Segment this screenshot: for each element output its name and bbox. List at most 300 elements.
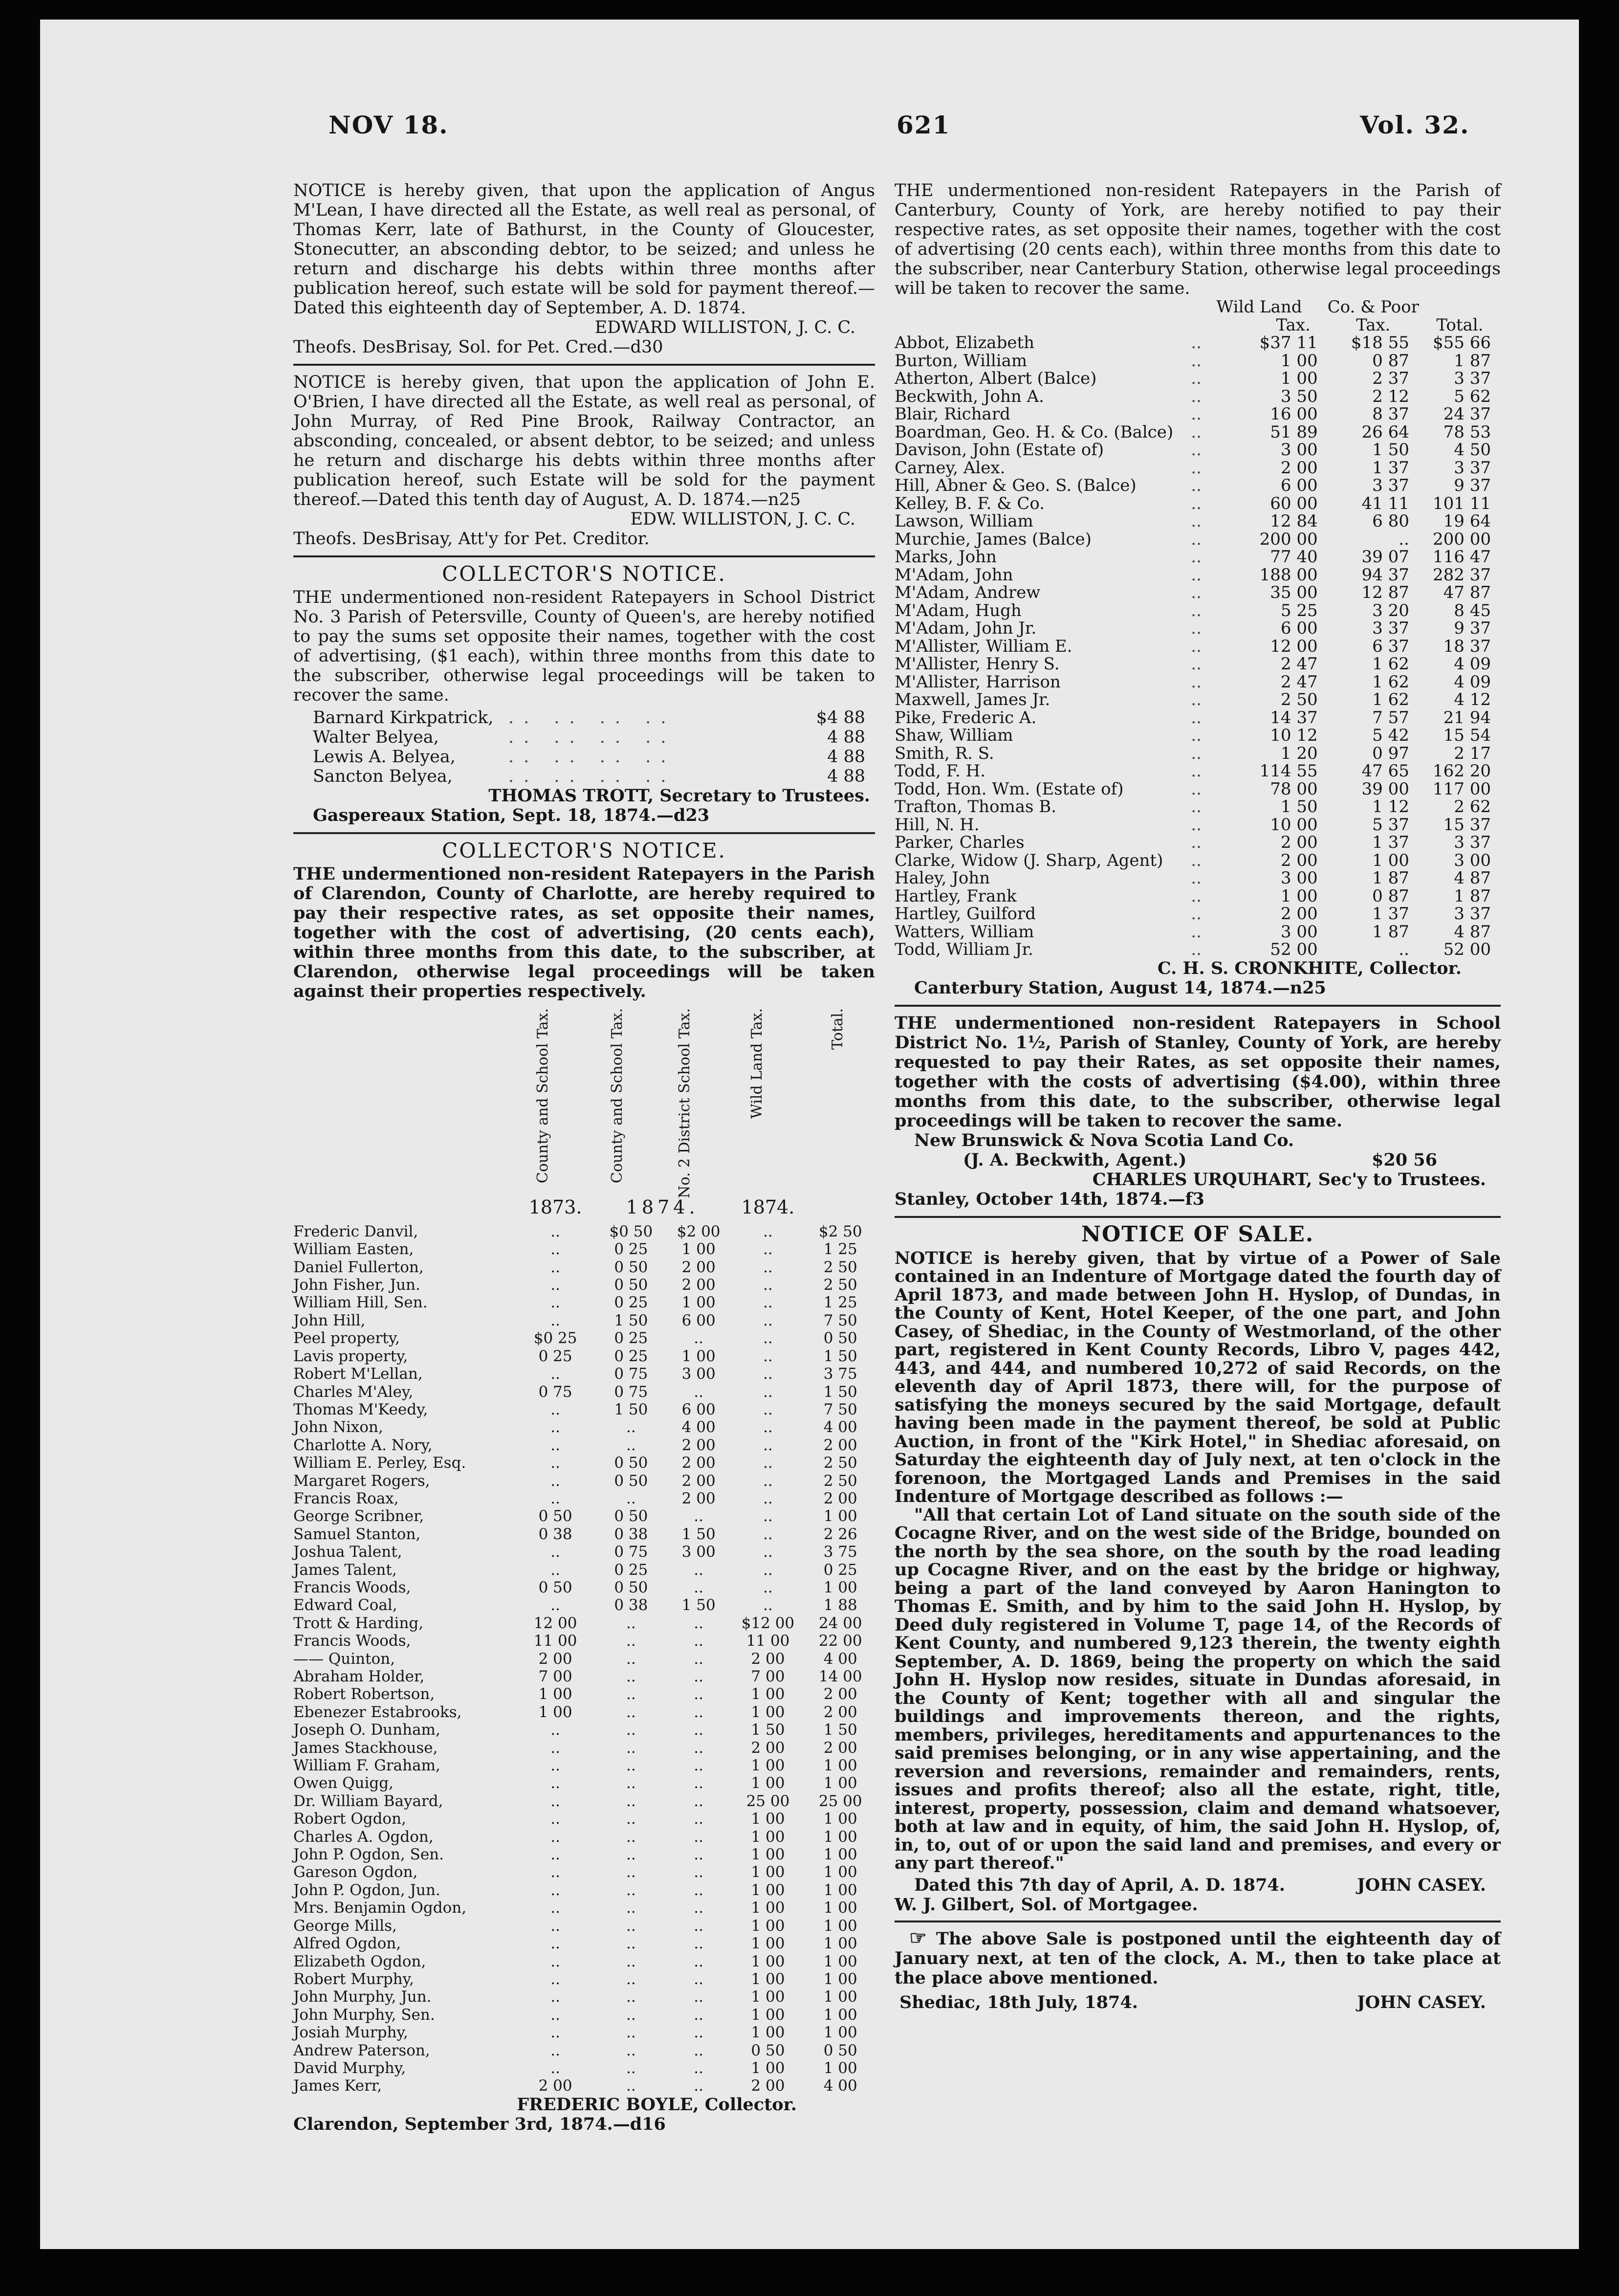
ratepayer-name: Joshua Talent, xyxy=(293,1543,402,1561)
column-header: No. 2 District School Tax. xyxy=(676,1008,693,1198)
leader-dots: .. xyxy=(1191,529,1202,549)
tax-cell: 4 12 xyxy=(1454,690,1491,709)
page-number: 621 xyxy=(897,110,951,139)
ratepayer-name: Samuel Stanton, xyxy=(293,1525,421,1543)
tax-cell: 1 00 xyxy=(1372,850,1409,870)
volume-number: Vol. 32. xyxy=(1360,110,1470,139)
tax-cell: 15 37 xyxy=(1443,815,1491,835)
notice-murray-body: NOTICE is hereby given, that upon the application of John E. O'Brien, I have directed all the Estate, as well real as personal, of John Murray, of Red Pine Brook, Railway Contractor, an absconding, concealed, or absent debtor, to be seized; and unless he return and discharge his debts within three months after publication hereof, such Estate will be sold for the payment thereof.—Dated this tenth day of August, A. D. 1874.—n25 xyxy=(293,373,875,509)
tax-cell: .. xyxy=(763,1222,773,1240)
tax-cell: .. xyxy=(694,1970,704,1988)
tax-cell: 39 07 xyxy=(1361,547,1409,567)
ratepayer-row xyxy=(313,728,875,747)
tax-cell: .. xyxy=(626,1774,636,1792)
ratepayer-name: Peel property, xyxy=(293,1329,400,1347)
tax-cell: 1 00 xyxy=(823,2024,857,2042)
tax-cell: 1 50 xyxy=(614,1311,648,1329)
tax-cell: .. xyxy=(694,1578,704,1596)
ratepayer-row xyxy=(313,747,875,767)
tax-cell: 3 20 xyxy=(1372,600,1409,620)
tax-cell: $0 50 xyxy=(609,1222,653,1240)
ratepayer-name: Davison, John (Estate of) xyxy=(895,440,1104,460)
table-row xyxy=(895,388,1501,406)
column-header: Total. xyxy=(829,1008,847,1050)
table-row xyxy=(895,762,1501,780)
ratepayer-name: M'Allister, Harrison xyxy=(895,672,1061,692)
tax-cell: .. xyxy=(550,2024,560,2042)
tax-cell: 1 12 xyxy=(1372,797,1409,817)
tax-cell: .. xyxy=(763,1489,773,1507)
tax-cell: 2 00 xyxy=(823,1739,857,1757)
table-row xyxy=(293,1507,875,1525)
notice-kerr-signature: EDWARD WILLISTON, J. C. C. xyxy=(594,318,855,337)
leader-dots: .. xyxy=(1191,636,1202,656)
tax-cell: 12 00 xyxy=(1270,636,1318,656)
tax-cell: 3 00 xyxy=(1454,850,1491,870)
tax-cell: .. xyxy=(694,1988,704,2006)
tax-cell: 1 00 xyxy=(823,1774,857,1792)
petersville-list xyxy=(293,708,875,786)
tax-cell: 4 09 xyxy=(1454,654,1491,674)
table-row xyxy=(293,1721,875,1739)
tax-cell: .. xyxy=(763,1347,773,1365)
ratepayer-name: Todd, William Jr. xyxy=(895,940,1033,959)
sale-dated: Dated this 7th day of April, A. D. 1874. xyxy=(914,1875,1285,1895)
tax-cell: .. xyxy=(550,1276,560,1294)
leader-dots: .. xyxy=(1191,672,1202,692)
tax-cell: .. xyxy=(763,1578,773,1596)
tax-cell: 2 00 xyxy=(538,1650,572,1668)
tax-cell: 4 09 xyxy=(1454,672,1491,692)
tax-cell: 60 00 xyxy=(1270,493,1318,513)
tax-cell: .. xyxy=(550,1970,560,1988)
tax-cell: 1 00 xyxy=(751,1828,785,1846)
tax-cell: .. xyxy=(626,2024,636,2042)
tax-cell: 3 37 xyxy=(1454,369,1491,388)
tax-cell: 3 75 xyxy=(823,1365,857,1383)
tax-cell: 35 00 xyxy=(1270,583,1318,602)
tax-cell: .. xyxy=(550,1240,560,1258)
table-row xyxy=(293,1953,875,1970)
tax-cell: 0 50 xyxy=(538,1507,572,1525)
ratepayer-name: James Kerr, xyxy=(293,2077,382,2095)
clarendon-intro: THE undermentioned non-resident Ratepayers in the Parish of Clarendon, County of Charlotte, are hereby required to pay their respective rates, as set opposite their names, together with the cost of advertising, (20 cents each), within three months from this date, to the subscriber, at Clarendon, otherwise legal proceedings will be taken against their properties respectively. xyxy=(293,864,875,1001)
tax-cell: 1 00 xyxy=(751,1952,785,1970)
sale-date-row xyxy=(895,1876,1501,1895)
tax-cell: $55 66 xyxy=(1433,333,1491,353)
table-row xyxy=(895,798,1501,816)
leader-dots: .. xyxy=(1191,940,1202,959)
tax-cell: .. xyxy=(694,1507,704,1525)
leader-dots: .. xyxy=(1191,440,1202,460)
tax-cell: 1 62 xyxy=(1372,690,1409,709)
tax-cell: 10 00 xyxy=(1270,815,1318,835)
table-row xyxy=(293,1294,875,1311)
tax-cell: 11 00 xyxy=(533,1632,577,1650)
tax-cell: 0 25 xyxy=(614,1561,648,1579)
ratepayer-name: John Hill, xyxy=(293,1311,366,1329)
tax-cell: .. xyxy=(550,1810,560,1828)
tax-cell: 1 00 xyxy=(751,1881,785,1899)
tax-cell: .. xyxy=(763,1400,773,1418)
ratepayer-name: Andrew Paterson, xyxy=(293,2041,430,2059)
tax-cell: .. xyxy=(1399,940,1409,959)
ratepayer-name: Hartley, Guilford xyxy=(895,904,1036,924)
tax-cell: 1 37 xyxy=(1372,904,1409,924)
tax-cell: $2 00 xyxy=(677,1222,721,1240)
tax-cell: 1 00 xyxy=(823,1970,857,1988)
divider xyxy=(895,1216,1501,1218)
tax-cell: .. xyxy=(626,1810,636,1828)
leader-dots: .. xyxy=(1191,565,1202,585)
leader-dots: .. xyxy=(1191,886,1202,906)
ratepayer-name: James Stackhouse, xyxy=(293,1739,438,1757)
tax-cell: 78 53 xyxy=(1443,422,1491,442)
ratepayer-name: Francis Roax, xyxy=(293,1489,399,1507)
tax-cell: 1 87 xyxy=(1372,922,1409,942)
table-row xyxy=(293,2024,875,2041)
tax-cell: 2 00 xyxy=(751,2077,785,2095)
table-row xyxy=(293,1917,875,1935)
tax-cell: .. xyxy=(626,1685,636,1703)
table-row xyxy=(293,1668,875,1685)
tax-cell: 2 37 xyxy=(1372,369,1409,388)
tax-cell: .. xyxy=(626,1863,636,1881)
tax-cell: 0 50 xyxy=(614,1276,648,1294)
tax-cell: 1 00 xyxy=(538,1685,572,1703)
ratepayer-name: Watters, William xyxy=(895,922,1034,942)
table-row xyxy=(293,1312,875,1329)
leader-dots: .. xyxy=(1191,815,1202,835)
tax-cell: 5 37 xyxy=(1372,815,1409,835)
tax-cell: 1 00 xyxy=(681,1240,716,1258)
ratepayer-name: Atherton, Albert (Balce) xyxy=(895,369,1097,388)
tax-cell: 1 00 xyxy=(751,1757,785,1775)
table-row xyxy=(293,1383,875,1401)
tax-cell: .. xyxy=(763,1436,773,1454)
ratepayer-name: M'Allister, William E. xyxy=(895,636,1072,656)
tax-cell: 14 00 xyxy=(818,1668,862,1686)
table-row xyxy=(293,1579,875,1596)
sale-final-row xyxy=(895,1993,1501,2012)
tax-cell: 6 00 xyxy=(1280,476,1318,495)
tax-cell: .. xyxy=(694,1792,704,1810)
tax-cell: .. xyxy=(694,2024,704,2042)
ratepayer-name: Alfred Ogdon, xyxy=(293,1935,401,1953)
tax-cell: 0 50 xyxy=(751,2041,785,2059)
tax-cell: 25 00 xyxy=(746,1792,790,1810)
ratepayer-name: Smith, R. S. xyxy=(895,743,994,763)
leader-dots: .. xyxy=(1191,726,1202,745)
tax-cell: .. xyxy=(550,1917,560,1935)
table-row xyxy=(293,1792,875,1810)
tax-cell: 22 00 xyxy=(818,1632,862,1650)
tax-cell: .. xyxy=(626,2077,636,2095)
ratepayer-name: Carney, Alex. xyxy=(895,458,1006,478)
tax-cell: 1 00 xyxy=(823,1507,857,1525)
table-row xyxy=(293,1881,875,1899)
tax-cell: 26 64 xyxy=(1361,422,1409,442)
ratepayer-name: William Easten, xyxy=(293,1240,414,1258)
tax-cell: $12 00 xyxy=(741,1614,795,1632)
tax-cell: 1 00 xyxy=(823,1899,857,1917)
tax-cell: .. xyxy=(550,1935,560,1953)
tax-cell: .. xyxy=(694,1828,704,1846)
tax-cell: 1 00 xyxy=(823,2006,857,2024)
tax-cell: 0 25 xyxy=(823,1561,857,1579)
leader-dots: .. xyxy=(1191,458,1202,478)
ratepayer-name: Boardman, Geo. H. & Co. (Balce) xyxy=(895,422,1174,442)
tax-cell: .. xyxy=(763,1329,773,1347)
leader-dots: .. .. .. .. xyxy=(508,747,676,767)
tax-cell: 11 00 xyxy=(746,1632,790,1650)
ratepayer-name: Beckwith, John A. xyxy=(895,386,1044,406)
leader-dots: .. xyxy=(1191,743,1202,763)
tax-cell: .. xyxy=(550,2059,560,2077)
ratepayer-name: Frederic Danvil, xyxy=(293,1222,418,1240)
tax-cell: 1 00 xyxy=(681,1347,716,1365)
tax-cell: .. xyxy=(694,1614,704,1632)
tax-cell: 2 00 xyxy=(1280,904,1318,924)
tax-cell: .. xyxy=(763,1507,773,1525)
tax-cell: 2 50 xyxy=(823,1472,857,1490)
tax-cell: 200 00 xyxy=(1259,529,1318,549)
sale-final-signature: JOHN CASEY. xyxy=(1357,1992,1486,2012)
tax-cell: 1 50 xyxy=(823,1347,857,1365)
tax-cell: 2 47 xyxy=(1280,654,1318,674)
table-row xyxy=(895,602,1501,620)
sale-solicitor: W. J. Gilbert, Sol. of Mortgagee. xyxy=(895,1894,1198,1915)
table-row xyxy=(293,1276,875,1294)
tax-cell: .. xyxy=(694,1952,704,1970)
tax-cell: 4 87 xyxy=(1454,868,1491,888)
table-row xyxy=(895,619,1501,638)
tax-cell: 1 00 xyxy=(681,1294,716,1312)
ratepayer-row xyxy=(313,708,875,728)
tax-cell: 1 00 xyxy=(823,1988,857,2006)
tax-cell: .. xyxy=(626,1792,636,1810)
tax-cell: .. xyxy=(550,1454,560,1472)
tax-cell: 1 50 xyxy=(681,1596,716,1614)
tax-cell: .. xyxy=(550,1899,560,1917)
table-row xyxy=(895,566,1501,584)
tax-cell: .. xyxy=(626,1436,636,1454)
tax-cell: 0 75 xyxy=(614,1365,648,1383)
ratepayer-name: Mrs. Benjamin Ogdon, xyxy=(293,1899,467,1917)
stanley-amount: $20 56 xyxy=(1372,1149,1437,1170)
tax-cell: 1 00 xyxy=(751,1970,785,1988)
tax-cell: 4 00 xyxy=(681,1418,716,1436)
tax-cell: 2 50 xyxy=(823,1276,857,1294)
canterbury-signature: C. H. S. CRONKHITE, Collector. xyxy=(1157,958,1462,978)
tax-cell: .. xyxy=(694,1917,704,1935)
ratepayer-name: Dr. William Bayard, xyxy=(293,1792,443,1810)
tax-cell: 1 87 xyxy=(1454,886,1491,906)
collector-notice-title: COLLECTOR'S NOTICE. xyxy=(442,562,726,586)
leader-dots: .. xyxy=(1191,707,1202,728)
column-header: Wild Land xyxy=(1216,297,1302,317)
tax-cell: 39 00 xyxy=(1361,779,1409,799)
tax-cell: 3 50 xyxy=(1280,386,1318,406)
tax-cell: 1 00 xyxy=(823,1881,857,1899)
tax-cell: .. xyxy=(550,1988,560,2006)
notice-kerr-solicitor: Theofs. DesBrisay, Sol. for Pet. Cred.—d30 xyxy=(293,337,663,357)
tax-cell: 1 00 xyxy=(1280,369,1318,388)
tax-cell: 6 80 xyxy=(1372,511,1409,531)
tax-cell: 3 37 xyxy=(1454,833,1491,852)
tax-cell: .. xyxy=(694,1935,704,1953)
notice-kerr-body: NOTICE is hereby given, that upon the application of Angus M'Lean, I have directed all the Estate, as well real as personal, of Thomas Kerr, late of Bathurst, in the County of Gloucester, Stonecutter, an absconding debtor, to be seized; and unless he return and discharge his debts within three months after publication hereof, such estate will be sold for payment thereof.—Dated this eighteenth day of September, A. D. 1874. xyxy=(293,181,875,318)
table-row xyxy=(895,923,1501,941)
ratepayer-name: Hartley, Frank xyxy=(895,886,1017,906)
table-row xyxy=(293,1650,875,1668)
ratepayer-name: M'Adam, John xyxy=(895,565,1013,585)
ratepayer-name: Trott & Harding, xyxy=(293,1614,424,1632)
ratepayer-name: Murchie, James (Balce) xyxy=(895,529,1092,549)
tax-cell: 78 00 xyxy=(1270,779,1318,799)
divider xyxy=(895,1921,1501,1922)
ratepayer-name: Josiah Murphy, xyxy=(293,2024,408,2042)
notice-murray-solicitor: Theofs. DesBrisay, Att'y for Pet. Creditor. xyxy=(293,529,650,549)
tax-cell: 1 25 xyxy=(823,1240,857,1258)
tax-cell: 0 50 xyxy=(823,2041,857,2059)
ratepayer-name: John Murphy, Sen. xyxy=(293,2006,435,2024)
table-row xyxy=(895,941,1501,959)
ratepayer-name: Charlotte A. Nory, xyxy=(293,1436,433,1454)
tax-cell: .. xyxy=(550,1739,560,1757)
tax-cell: 2 50 xyxy=(823,1258,857,1276)
tax-cell: 94 37 xyxy=(1361,565,1409,585)
tax-cell: 4 00 xyxy=(823,1650,857,1668)
tax-cell: .. xyxy=(694,1899,704,1917)
tax-cell: 2 50 xyxy=(823,1454,857,1472)
tax-cell: 0 50 xyxy=(614,1472,648,1490)
tax-cell: 2 00 xyxy=(1280,850,1318,870)
tax-cell: 1 50 xyxy=(751,1721,785,1739)
leader-dots: .. .. .. .. xyxy=(508,767,676,786)
leader-dots: .. xyxy=(1191,904,1202,924)
tax-cell: 8 45 xyxy=(1454,600,1491,620)
leader-dots: .. xyxy=(1191,833,1202,852)
table-row xyxy=(895,887,1501,905)
tax-cell: 18 37 xyxy=(1443,636,1491,656)
table-row xyxy=(895,495,1501,513)
tax-cell: 1 00 xyxy=(751,1863,785,1881)
leader-dots: .. xyxy=(1191,422,1202,442)
clarendon-dateline: Clarendon, September 3rd, 1874.—d16 xyxy=(293,2114,666,2134)
ratepayer-name: Barnard Kirkpatrick, xyxy=(313,708,494,728)
leader-dots: .. .. .. .. xyxy=(508,708,676,728)
tax-cell: $18 55 xyxy=(1351,333,1409,353)
tax-cell: 7 50 xyxy=(823,1311,857,1329)
newspaper-page xyxy=(40,20,1579,2249)
tax-cell: 3 37 xyxy=(1454,904,1491,924)
tax-cell: 1 00 xyxy=(751,1703,785,1721)
table-row xyxy=(293,1703,875,1721)
column-header: County and School Tax. xyxy=(608,1008,626,1184)
tax-cell: 1 00 xyxy=(538,1703,572,1721)
tax-cell: 1 00 xyxy=(751,1774,785,1792)
ratepayer-name: Burton, William xyxy=(895,351,1028,371)
tax-cell: 200 00 xyxy=(1433,529,1491,549)
tax-cell: 1 50 xyxy=(823,1383,857,1401)
tax-cell: .. xyxy=(626,1899,636,1917)
tax-cell: 188 00 xyxy=(1259,565,1318,585)
table-row xyxy=(293,1454,875,1472)
tax-cell: .. xyxy=(626,1988,636,2006)
stanley-intro: THE undermentioned non-resident Ratepayers in School District No. 1½, Parish of Stanley, County of York, are hereby requested to pay their Rates, as set opposite their names, together with the costs of advertising ($4.00), within three months from this date, to the subscriber, otherwise legal proceedings will be taken to recover the same. xyxy=(895,1013,1501,1131)
tax-cell: $0 25 xyxy=(533,1329,577,1347)
leader-dots: .. xyxy=(1191,547,1202,567)
table-row xyxy=(293,1810,875,1828)
ratepayer-name: Charles M'Aley, xyxy=(293,1383,414,1401)
table-row xyxy=(293,1739,875,1757)
tax-cell: 1 37 xyxy=(1372,833,1409,852)
table-row xyxy=(895,441,1501,459)
tax-cell: 0 75 xyxy=(538,1383,572,1401)
table-row xyxy=(895,352,1501,370)
ratepayer-name: Haley, John xyxy=(895,868,990,888)
sale-postponed-text: The above Sale is postponed until the eighteenth day of January next, at ten of the clock, A. M., then to take place at the place above mentioned. xyxy=(895,1928,1501,1988)
tax-cell: 0 25 xyxy=(614,1329,648,1347)
column-header: Tax. xyxy=(1356,315,1391,335)
tax-cell: 3 37 xyxy=(1372,618,1409,638)
notice-of-sale-body: NOTICE is hereby given, that by virtue of a Power of Sale contained in an Indenture of Mortgage dated the fourth day of April 1873, and made between John H. Hyslop, of Dundas, in the County of Kent, Hotel Keeper, of the one part, and John Casey, of Shediac, in the County of Westmorland, of the other part, registered in Kent County Records, Libro V, pages 442, 443, and 444, and numbered 10,272 of said Records, on the eleventh day of April 1873, there will, for the purpose of satisfying the moneys secured by the said Mortgage, default having been made in the payment thereof, be sold at Public Auction, in front of the "Kirk Hotel," in Shediac aforesaid, on Saturday the eighteenth day of July next, at ten o'clock in the forenoon, the Mortgaged Lands and Premises in the said Indenture of Mortgage described as follows :— xyxy=(895,1248,1501,1506)
table-row xyxy=(895,709,1501,727)
tax-cell: .. xyxy=(550,1863,560,1881)
tax-cell: 6 37 xyxy=(1372,636,1409,656)
tax-cell: 7 50 xyxy=(823,1400,857,1418)
tax-cell: 12 87 xyxy=(1361,583,1409,602)
tax-cell: 2 50 xyxy=(1280,690,1318,709)
table-row xyxy=(895,530,1501,549)
tax-cell: 6 00 xyxy=(681,1311,716,1329)
tax-cell: 0 38 xyxy=(614,1525,648,1543)
table-row xyxy=(895,852,1501,870)
tax-cell: .. xyxy=(626,1703,636,1721)
leader-dots: .. xyxy=(1191,779,1202,799)
tax-cell: 1 00 xyxy=(823,1757,857,1775)
tax-cell: 1 00 xyxy=(823,1952,857,1970)
left-column xyxy=(293,181,875,2134)
leader-dots: .. xyxy=(1191,404,1202,424)
tax-cell: 14 37 xyxy=(1270,707,1318,728)
tax-cell: 1 00 xyxy=(751,1810,785,1828)
tax-cell: 3 00 xyxy=(1280,440,1318,460)
ratepayer-name: Francis Woods, xyxy=(293,1632,411,1650)
ratepayer-name: Clarke, Widow (J. Sharp, Agent) xyxy=(895,850,1163,870)
table-row xyxy=(293,2059,875,2077)
petersville-intro: THE undermentioned non-resident Ratepayers in School District No. 3 Parish of Petersville, County of Queen's, are hereby notified to pay the sums set opposite their names, together with the cost of advertising, ($1 each), within three months from this date to the subscriber, otherwise legal proceedings will be taken to recover the same. xyxy=(293,588,875,705)
leader-dots: .. xyxy=(1191,511,1202,531)
table-row xyxy=(895,655,1501,673)
ratepayer-name: Sancton Belyea, xyxy=(313,767,453,786)
tax-cell: 1 00 xyxy=(751,1899,785,1917)
stanley-agent: (J. A. Beckwith, Agent.) xyxy=(963,1149,1187,1170)
ratepayer-name: Ebenezer Estabrooks, xyxy=(293,1703,462,1721)
tax-cell: 52 00 xyxy=(1270,940,1318,959)
ratepayer-name: Blair, Richard xyxy=(895,404,1010,424)
tax-cell: 0 38 xyxy=(538,1525,572,1543)
table-row xyxy=(895,459,1501,477)
table-row xyxy=(895,423,1501,442)
tax-cell: 24 37 xyxy=(1443,404,1491,424)
table-row xyxy=(895,638,1501,656)
tax-cell: 1 00 xyxy=(823,1917,857,1935)
tax-cell: 2 26 xyxy=(823,1525,857,1543)
tax-cell: .. xyxy=(763,1383,773,1401)
tax-cell: 2 00 xyxy=(681,1454,716,1472)
